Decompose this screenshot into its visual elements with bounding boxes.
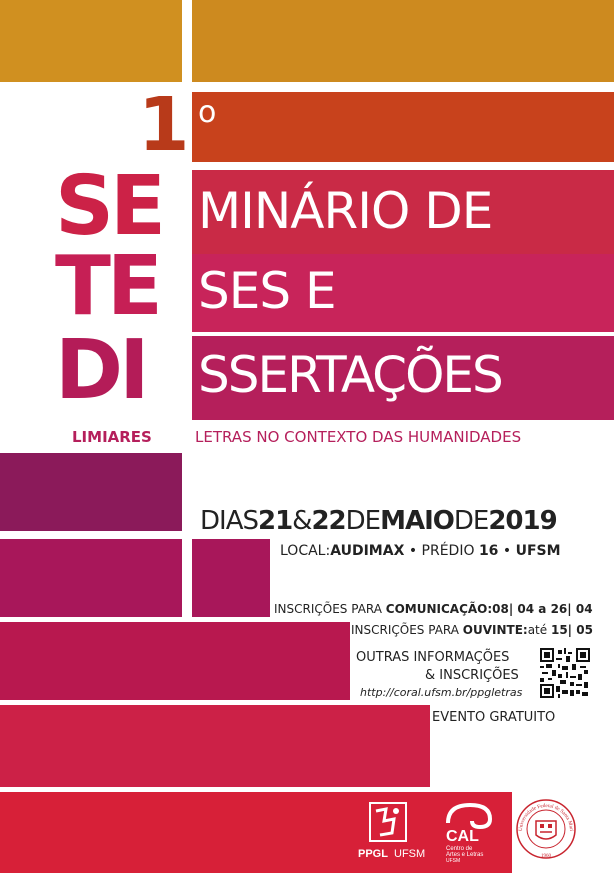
- subtitle-limiares: LIMIARES: [72, 428, 152, 446]
- subtitle-theme: LETRAS NO CONTEXTO DAS HUMANIDADES: [195, 428, 522, 446]
- dates-prefix: DIAS: [200, 506, 258, 536]
- dates-de1: DE: [345, 506, 381, 536]
- dates-amp: &: [292, 506, 312, 536]
- band-gold-right: [192, 0, 614, 82]
- cal-sub-1: Centro de: [446, 846, 473, 852]
- seal-year: 1960: [541, 854, 551, 859]
- dates-de2: DE: [453, 506, 489, 536]
- seal-text: Universidade Federal de Santa Mari: [517, 802, 575, 832]
- big-letters-te: TE: [55, 239, 159, 334]
- title-line-seminario: MINÁRIO DE: [198, 182, 493, 240]
- date-day1: 21: [257, 506, 293, 536]
- registration-link[interactable]: http://coral.ufsm.br/ppgletras: [360, 686, 523, 699]
- band-orange: [192, 92, 614, 162]
- reg-listen-date: 15| 05: [550, 623, 593, 637]
- cal-sub-3: UFSM: [446, 858, 461, 863]
- band-wine-small: [192, 539, 270, 617]
- ufsm-text: UFSM: [394, 848, 426, 860]
- big-letters-se: SE: [55, 159, 163, 254]
- date-year: 2019: [488, 506, 557, 536]
- location-label: LOCAL:: [280, 543, 331, 559]
- registration-communication: [274, 603, 593, 615]
- cal-text: CAL: [446, 828, 479, 845]
- band-gold-left: [0, 0, 182, 82]
- reg-listen-until: até: [527, 623, 551, 637]
- ordinal-number: 1: [138, 82, 190, 168]
- cal-sub-2: Artes e Letras: [446, 852, 484, 858]
- band-red: [0, 792, 512, 873]
- more-info-line2: & INSCRIÇÕES: [425, 668, 519, 683]
- ufsm-seal-logo: [514, 795, 578, 865]
- ordinal-mark: o: [198, 95, 217, 130]
- cal-logo: [440, 797, 512, 863]
- big-letters-di: DI: [55, 323, 146, 418]
- title-line-teses: SES E: [198, 262, 336, 320]
- reg-comm-dates: 08| 04 a 26| 04: [492, 602, 593, 616]
- band-wine-left: [0, 539, 182, 617]
- date-day2: 22: [311, 506, 346, 536]
- band-cherry: [0, 705, 430, 787]
- free-event-label: EVENTO GRATUITO: [432, 710, 556, 725]
- reg-listen-label: INSCRIÇÕES PARA: [351, 623, 463, 637]
- location-building: 16: [478, 543, 499, 559]
- location-place: AUDIMAX: [330, 543, 405, 559]
- ppgl-text: PPGL: [358, 848, 388, 860]
- title-line-dissertacoes: SSERTAÇÕES: [198, 346, 502, 404]
- reg-comm-label: INSCRIÇÕES PARA: [274, 602, 386, 616]
- location-sep1: • PRÉDIO: [404, 543, 479, 559]
- event-dates: [200, 508, 557, 534]
- ppgl-logo: [356, 797, 428, 863]
- date-month: MAIO: [380, 506, 454, 536]
- reg-listen-type: OUVINTE:: [462, 623, 528, 637]
- location-sep2: •: [498, 543, 516, 559]
- reg-comm-type: COMUNICAÇÃO:: [385, 602, 493, 616]
- location-institution: UFSM: [515, 543, 561, 559]
- registration-listener: [351, 624, 593, 636]
- event-location: [280, 544, 561, 558]
- band-plum: [0, 453, 182, 531]
- more-info-line1: OUTRAS INFORMAÇÕES: [356, 650, 510, 665]
- band-raspberry: [0, 622, 350, 700]
- qr-code-icon[interactable]: [540, 648, 590, 698]
